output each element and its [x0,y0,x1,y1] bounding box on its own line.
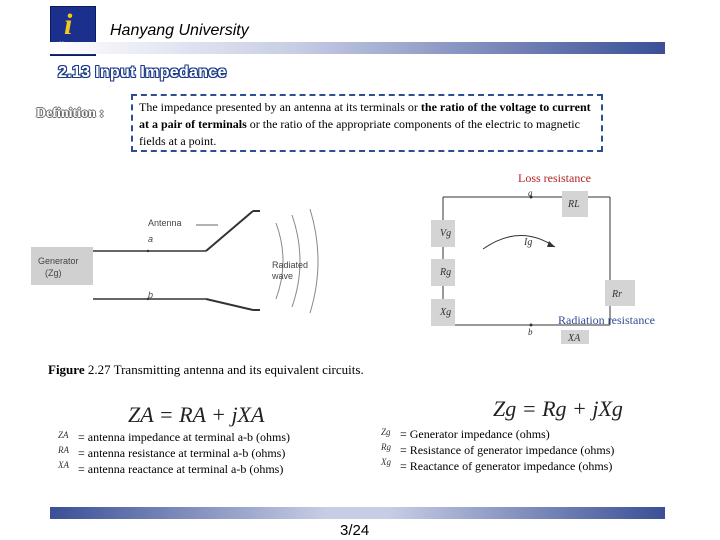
terminal-a-label: a [148,234,154,244]
rg-label: Rg [440,267,452,278]
antenna-label: Antenna [148,218,182,228]
def-xa: = antenna reactance at terminal a-b (ohms) [78,462,284,476]
xg-label: Xg [440,307,452,318]
symbol-xg: Xg [381,457,391,467]
page-number: 3/24 [340,522,370,539]
symbol-zg: Zg [381,427,391,437]
generator-impedance-label: (Zg) [45,268,62,278]
antenna-impedance-equation: ZA = RA + jXA [128,402,265,427]
symbol-rg: Rg [381,442,391,452]
header-band [50,42,665,54]
definition-label: Definition : [36,106,105,121]
wave-label: wave [272,271,294,281]
logo-letter: i [64,8,73,41]
symbol-xa: XA [58,460,69,470]
symbol-ra: RA [58,445,69,455]
rr-label: Rr [612,289,622,300]
definition-text-1: The impedance presented by an antenna at its terminals or [139,100,421,114]
figure-caption [48,362,364,378]
circuit-terminal-a: a [528,188,533,198]
antenna-symbols [58,428,69,473]
def-zg: = Generator impedance (ohms) [400,427,550,441]
antenna-upper-arm [206,211,253,251]
def-ra: = antenna resistance at terminal a-b (ohms) [78,446,286,460]
figure-caption-text: 2.27 Transmitting antenna and its equivalent circuits. [84,362,364,377]
figure-prefix: Figure [48,362,85,377]
def-rg: = Resistance of generator impedance (ohms) [400,443,615,457]
terminal-a-dot [147,250,149,252]
loss-resistance-label: Loss resistance [518,171,591,185]
xa-label: XA [568,333,581,344]
antenna-diagram [28,185,358,320]
generator-symbols [381,425,391,470]
definition-text-3: or the ratio of the appropriate components of the electric to magnetic fields at a point. [139,117,580,148]
def-za: = antenna impedance at terminal a-b (ohms) [78,430,291,444]
terminal-b-label: b [148,290,154,300]
radiation-resistance-label: Radiation resistance [558,313,655,327]
circuit-terminal-b: b [528,327,533,337]
generator-box [31,247,93,285]
current-arc [483,235,555,249]
ig-label: Ig [524,237,533,248]
current-arrow [547,241,555,247]
generator-impedance-equation: Zg = Rg + jXg [493,396,623,421]
vg-label: Vg [440,228,452,239]
slide-title: 2.13 Input Impedance [58,64,227,81]
def-xg: = Reactance of generator impedance (ohms) [400,459,613,473]
radiated-label: Radiated [272,260,309,270]
footer-band [50,507,665,519]
definition-box [131,94,603,152]
generator-definitions [400,426,614,474]
symbol-za: ZA [58,430,69,440]
rl-label: RL [568,199,580,210]
university-name: Hanyang University [110,22,249,39]
antenna-lower-arm [206,299,253,310]
definition-text-2: the ratio of the voltage to current at a pair of terminals [139,100,591,131]
antenna-definitions [78,429,290,477]
wave-arc-3 [310,209,318,313]
generator-label: Generator [38,256,79,266]
